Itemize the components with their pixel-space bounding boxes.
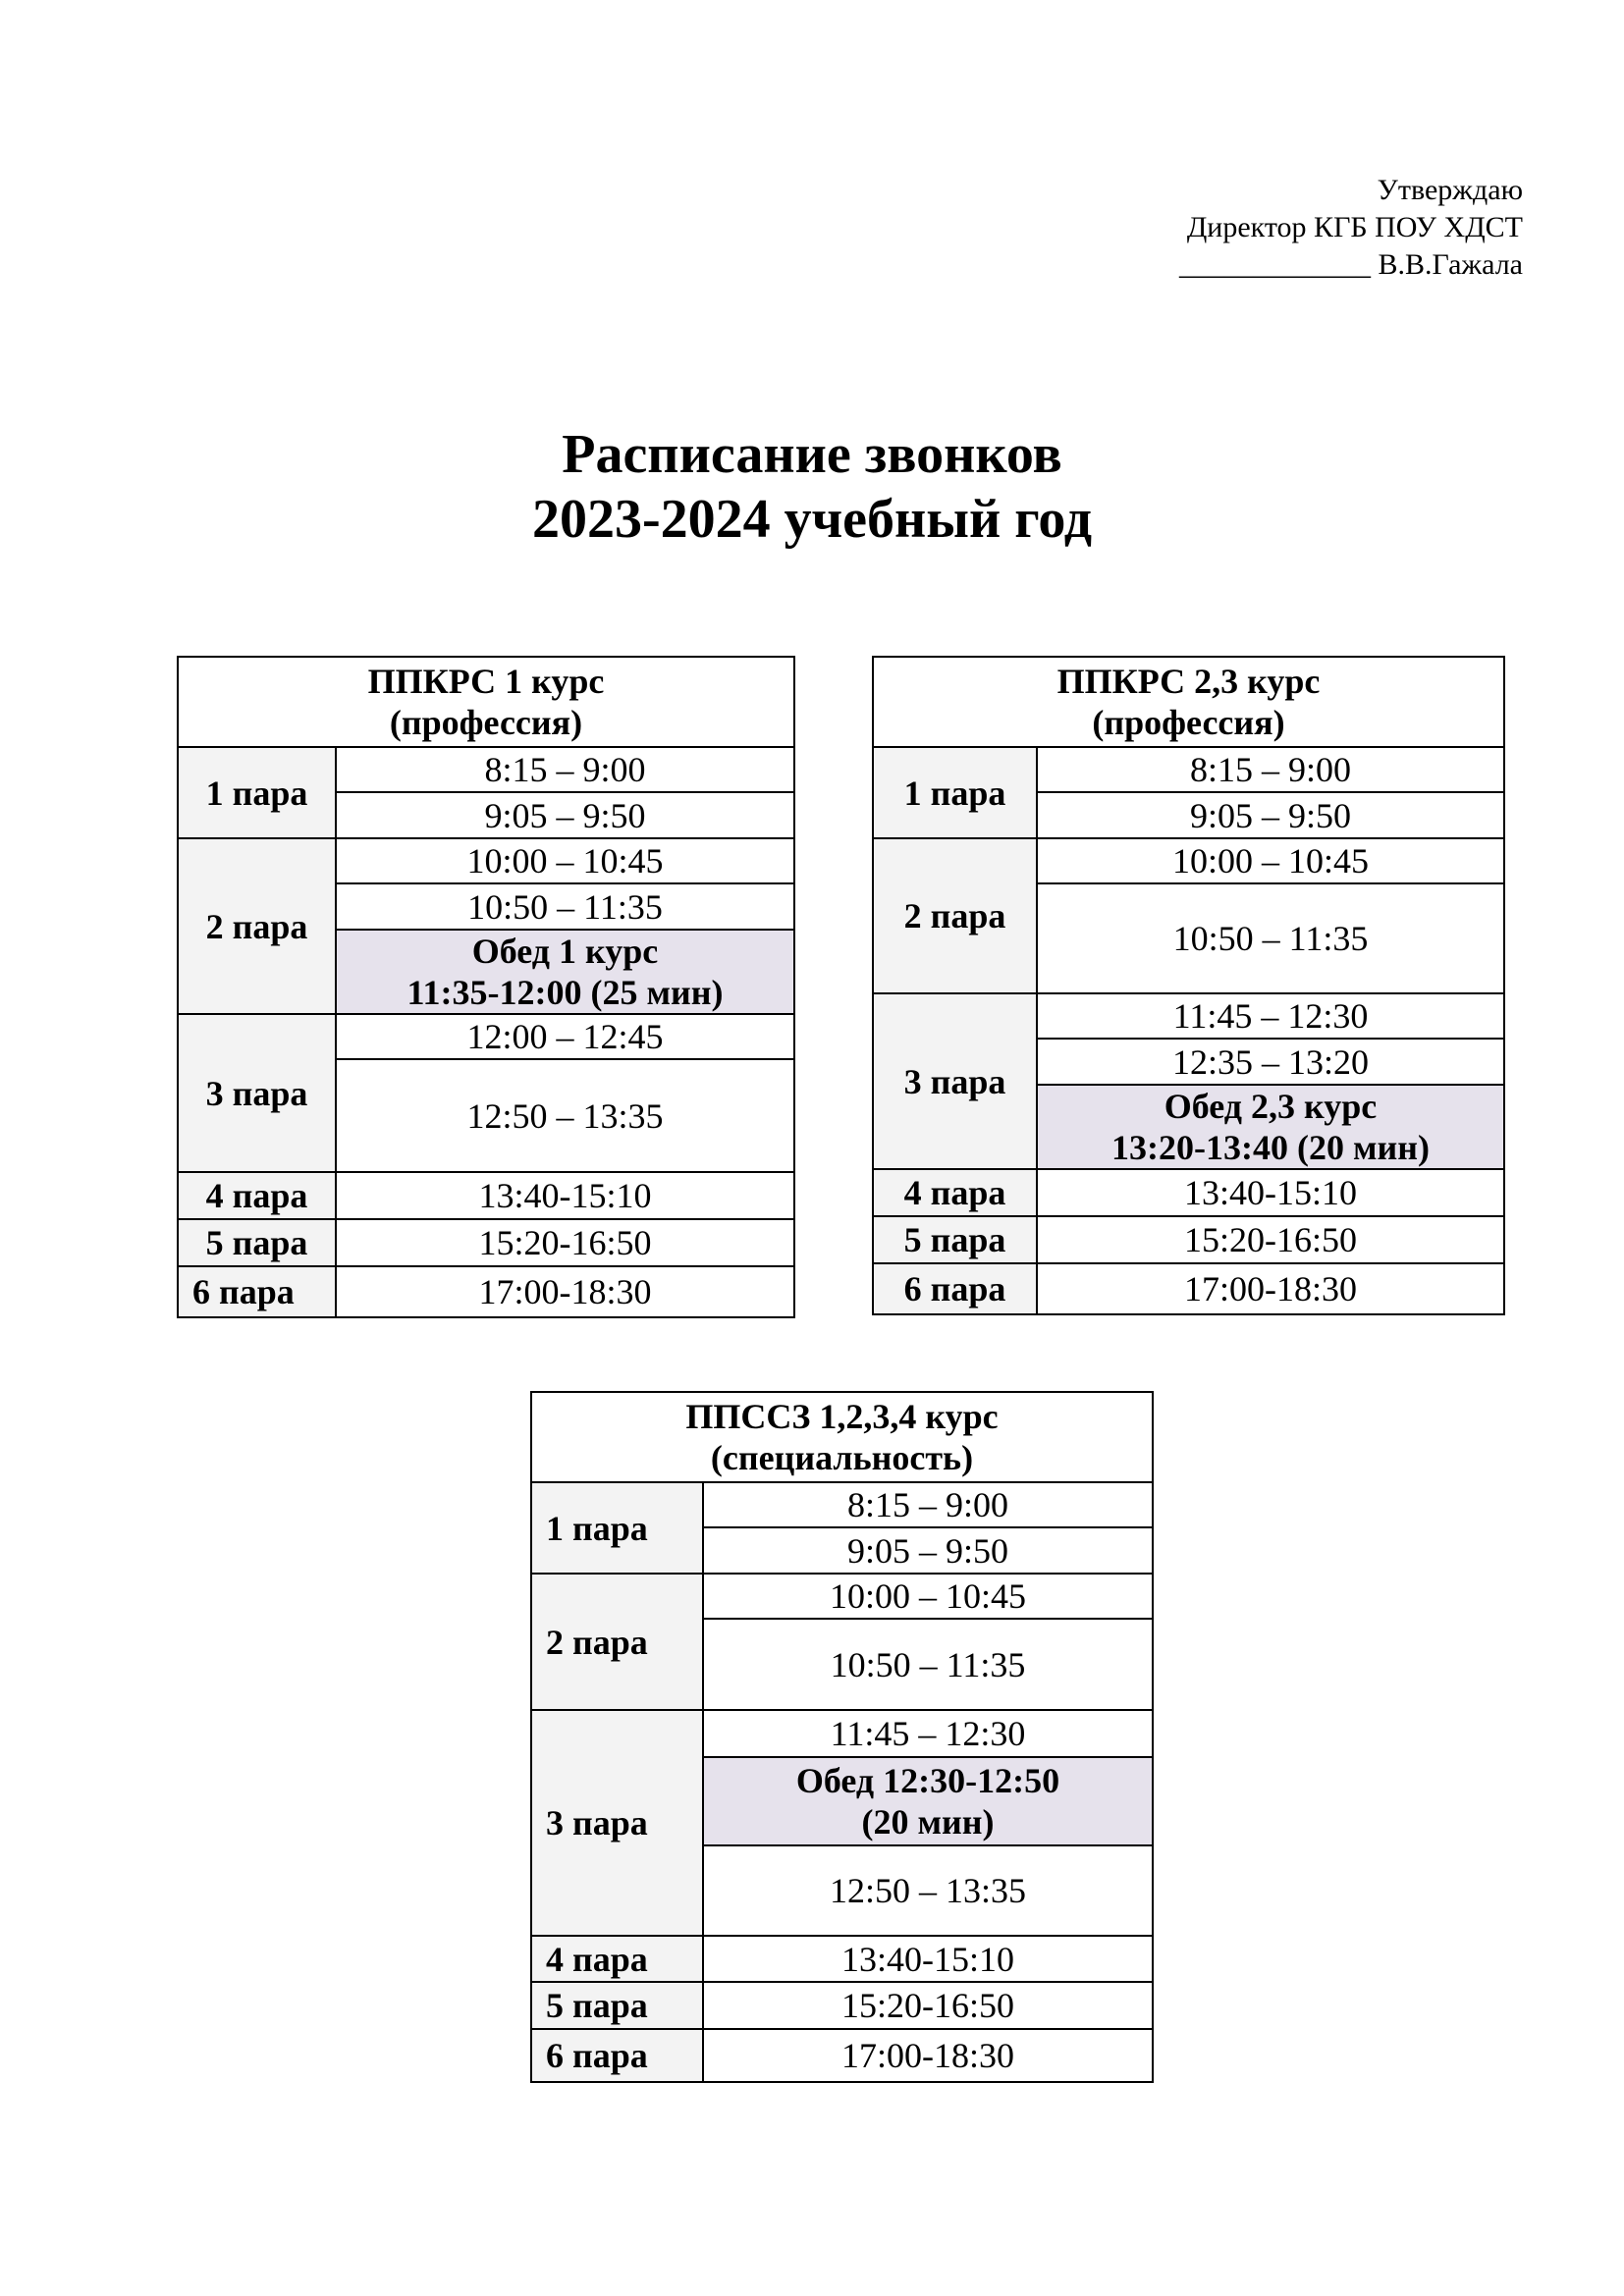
lunch-time: (20 мин) bbox=[861, 1802, 995, 1842]
period-label: 3 пара bbox=[178, 1014, 336, 1172]
title-line-2: 2023-2024 учебный год bbox=[531, 489, 1093, 550]
period-label: 1 пара bbox=[873, 747, 1037, 838]
time-cell: 13:40-15:10 bbox=[336, 1172, 794, 1219]
schedule-table-ppssz bbox=[530, 1391, 1154, 2083]
period-label: 4 пара bbox=[178, 1172, 336, 1219]
director-title: Директор КГБ ПОУ ХДСТ bbox=[1186, 211, 1523, 243]
header-line: ППКРС 1 курс bbox=[367, 662, 605, 701]
period-label: 2 пара bbox=[178, 838, 336, 1014]
time-cell: 10:50 – 11:35 bbox=[336, 883, 794, 930]
lunch-cell bbox=[336, 930, 794, 1014]
period-label: 3 пара bbox=[531, 1710, 703, 1936]
period-label: 5 пара bbox=[178, 1219, 336, 1266]
time-cell: 13:40-15:10 bbox=[1037, 1169, 1504, 1216]
time-cell: 17:00-18:30 bbox=[1037, 1263, 1504, 1314]
approval-line: Утверждаю bbox=[1377, 174, 1523, 206]
title-line-1: Расписание звонков bbox=[562, 424, 1062, 485]
lunch-title: Обед 2,3 курс bbox=[1164, 1087, 1378, 1126]
period-label: 2 пара bbox=[531, 1574, 703, 1710]
table-header bbox=[531, 1392, 1153, 1482]
period-label: 1 пара bbox=[531, 1482, 703, 1574]
lunch-cell bbox=[1037, 1085, 1504, 1169]
schedule-table-ppkrs-1 bbox=[177, 656, 795, 1318]
header-subline: (специальность) bbox=[710, 1438, 974, 1477]
time-cell: 8:15 – 9:00 bbox=[1037, 747, 1504, 792]
period-label: 2 пара bbox=[873, 838, 1037, 993]
time-cell: 12:00 – 12:45 bbox=[336, 1014, 794, 1059]
time-cell: 9:05 – 9:50 bbox=[1037, 792, 1504, 838]
time-cell: 13:40-15:10 bbox=[703, 1936, 1153, 1982]
period-label: 4 пара bbox=[531, 1936, 703, 1982]
time-cell: 11:45 – 12:30 bbox=[703, 1710, 1153, 1757]
time-cell: 10:00 – 10:45 bbox=[1037, 838, 1504, 883]
signature-line: _____________ В.В.Гажала bbox=[1178, 248, 1523, 281]
lunch-title: Обед 1 курс bbox=[471, 932, 659, 971]
lunch-time: 11:35-12:00 (25 мин) bbox=[406, 973, 724, 1012]
time-cell: 10:00 – 10:45 bbox=[336, 838, 794, 883]
time-cell: 12:50 – 13:35 bbox=[703, 1845, 1153, 1936]
time-cell: 17:00-18:30 bbox=[336, 1266, 794, 1317]
time-cell: 10:50 – 11:35 bbox=[703, 1619, 1153, 1710]
period-label: 5 пара bbox=[531, 1982, 703, 2029]
period-label: 6 пара bbox=[873, 1263, 1037, 1314]
time-cell: 10:00 – 10:45 bbox=[703, 1574, 1153, 1619]
header-subline: (профессия) bbox=[1092, 703, 1285, 742]
period-label: 5 пара bbox=[873, 1216, 1037, 1263]
time-cell: 11:45 – 12:30 bbox=[1037, 993, 1504, 1039]
lunch-cell bbox=[703, 1757, 1153, 1845]
time-cell: 9:05 – 9:50 bbox=[336, 792, 794, 838]
table-header bbox=[873, 657, 1504, 747]
period-label: 1 пара bbox=[178, 747, 336, 838]
period-label: 3 пара bbox=[873, 993, 1037, 1169]
time-cell: 8:15 – 9:00 bbox=[336, 747, 794, 792]
approval-block bbox=[1179, 172, 1523, 284]
header-subline: (профессия) bbox=[389, 703, 583, 742]
table-header bbox=[178, 657, 794, 747]
time-cell: 8:15 – 9:00 bbox=[703, 1482, 1153, 1527]
header-line: ППКРС 2,3 курс bbox=[1056, 662, 1321, 701]
period-label: 6 пара bbox=[531, 2029, 703, 2082]
time-cell: 15:20-16:50 bbox=[336, 1219, 794, 1266]
time-cell: 15:20-16:50 bbox=[1037, 1216, 1504, 1263]
schedule-table-ppkrs-2-3 bbox=[872, 656, 1505, 1315]
lunch-title: Обед 12:30-12:50 bbox=[795, 1761, 1060, 1800]
period-label: 6 пара bbox=[178, 1266, 336, 1317]
time-cell: 12:50 – 13:35 bbox=[336, 1059, 794, 1172]
time-cell: 10:50 – 11:35 bbox=[1037, 883, 1504, 993]
lunch-time: 13:20-13:40 (20 мин) bbox=[1111, 1128, 1430, 1167]
time-cell: 12:35 – 13:20 bbox=[1037, 1039, 1504, 1085]
page-title bbox=[0, 422, 1624, 552]
time-cell: 15:20-16:50 bbox=[703, 1982, 1153, 2029]
period-label: 4 пара bbox=[873, 1169, 1037, 1216]
time-cell: 9:05 – 9:50 bbox=[703, 1527, 1153, 1574]
time-cell: 17:00-18:30 bbox=[703, 2029, 1153, 2082]
header-line: ППССЗ 1,2,3,4 курс bbox=[685, 1397, 999, 1436]
